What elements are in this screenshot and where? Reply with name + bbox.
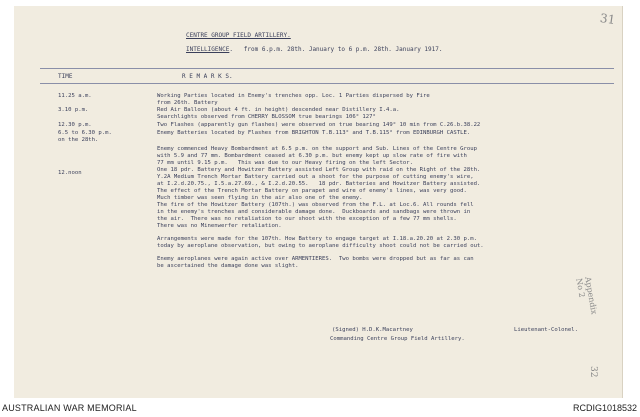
entry-line: Red Air Balloon (about 4 ft. in height) descended near Distillery I.4.a. [157,107,400,113]
entry-line: with 5.9 and 77 mm. Bombardment ceased at 6.30 p.m. but enemy kept up slow rate of fire with [157,153,467,159]
entry-line: at I.2.d.20.75., I.5.a.27.69., & I.2.d.20.55. 18 pdr. Batteries and Howitzer Battery assisted. [157,181,481,187]
entry-line: Searchlights observed from CHERRY BLOSSOM true bearings 106° 127° [157,114,376,120]
entry-line: Working Parties located in Enemy's trenches opp. Loc. 1 Parties dispersed by Fire [157,93,430,99]
entry-time: 6.5 to 6.30 p.m. [58,130,112,136]
entry-line: Enemy Batteries located by Flashes from BRIGHTON T.B.113° and T.B.115° from EDINBURGH CASTLE. [157,130,471,136]
entry-line: be ascertained the damage done was slight. [157,263,299,269]
entry-time: on the 28th. [58,137,99,143]
header-rule-bottom [40,83,614,84]
entry-line: in the enemy's trenches and considerable damage done. Duckboards and sandbags were thrown in [157,209,471,215]
entry-line: Much timber was seen flying in the air also one of the enemy. [157,195,363,201]
document-page [14,6,623,398]
entry-line: today by aeroplane observation, but owing to aeroplane difficulty shoot could not be carried out. [157,243,484,249]
archive-name: AUSTRALIAN WAR MEMORIAL [2,403,137,413]
header-rule-top [40,68,614,69]
entry-line: The fire of the Howitzer Battery (107th.) was observed from the F.L. at Loc.6. All rounds fell [157,202,474,208]
entry-line: Arrangements were made for the 107th. How Battery to engage target at I.18.a.20.20 at 2.30 p.m. [157,236,477,242]
entry-line: The effect of the Trench Mortar Battery on parapet and wire of enemy's lines, was very good. [157,188,467,194]
entry-time: 12.noon [58,170,82,176]
entry-line: from 26th. Battery [157,100,218,106]
entry-line: the air. There was no retaliation to our shoot with the exception of a few 77 mm shells. [157,216,457,222]
page-subtitle [186,47,443,54]
column-header-remarks: R E M A R K S. [182,73,233,80]
entry-line: One 18 pdr. Battery and Howitzer Battery assisted Left Group with raid on the Right of the 28th. [157,167,481,173]
archive-footer [0,400,640,417]
subtitle-label: INTELLIGENCE [186,46,230,53]
bottom-page-number: 32 [588,366,598,378]
subtitle-date-range: . from 6.p.m. 28th. January to 6 p.m. 28th. January 1917. [229,46,443,53]
page-number: 31 [599,11,617,27]
signature-line: (Signed) H.D.K.Macartney [332,327,413,333]
entry-line: Enemy commenced Heavy Bombardment at 6.5 p.m. on the support and Sub. Lines of the Centre Group [157,146,477,152]
column-header-time: TIME [58,73,73,80]
signatory-rank: Lieutenant-Colonel. [514,327,578,333]
page-title: CENTRE GROUP FIELD ARTILLERY. [186,32,291,39]
entry-time: 3.10 p.m. [58,107,89,113]
signatory-title: Commanding Centre Group Field Artillery. [330,336,465,342]
entry-line: There was no Minenwerfer retaliation. [157,223,282,229]
entry-time: 11.25 a.m. [58,93,92,99]
entry-line: 77 mm until 9.15 p.m. This was due to our Heavy firing on the left Sector. [157,160,413,166]
entry-line: Two Flashes (apparently gun flashes) were observed on true bearing 149° 10 min from C.26.b.38.22 [157,122,481,128]
entry-line: Y.2A Medium Trench Mortar Battery carried out a shoot for the purpose of cutting enemy's wire, [157,174,474,180]
entry-time: 12.30 p.m. [58,122,92,128]
record-id: RCDIG1018532 [572,403,637,413]
entry-line: Enemy aeroplanes were again active over ARMENTIERES. Two bombs were dropped but as far as can [157,256,474,262]
margin-note: Appendix No 2 [574,276,599,316]
